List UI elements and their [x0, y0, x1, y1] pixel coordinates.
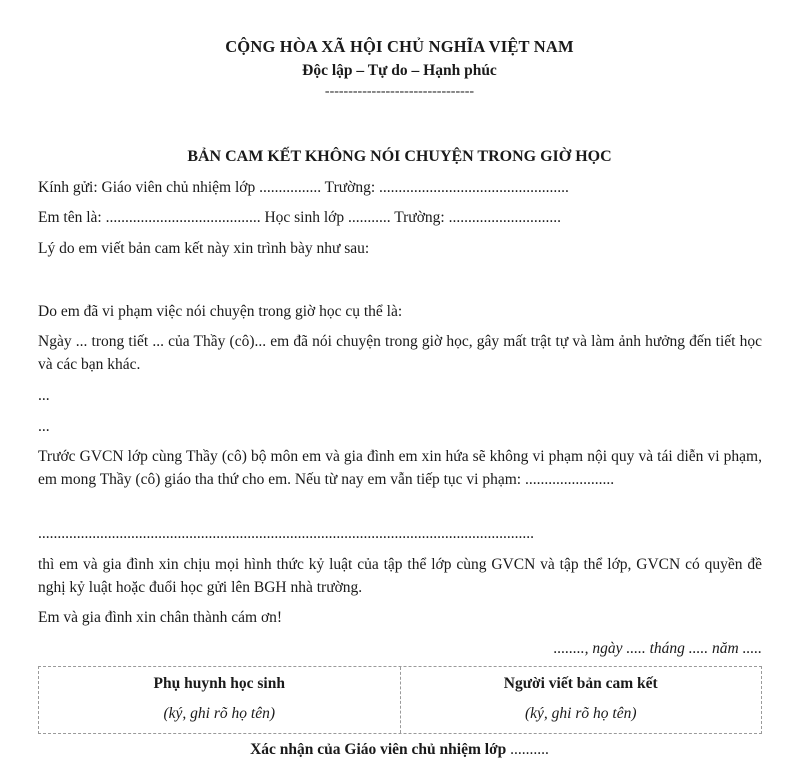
- student-info-line: Em tên là: ........................................ Học sinh lớp ........... Trường: .............................: [38, 209, 561, 226]
- addressee-line: Kính gửi: Giáo viên chủ nhiệm lớp ................ Trường: .................................................: [38, 179, 569, 196]
- teacher-confirmation-blank: ..........: [506, 741, 549, 758]
- teacher-confirmation-label: Xác nhận của Giáo viên chủ nhiệm lớp: [250, 741, 507, 758]
- writer-signature: [400, 667, 762, 733]
- parent-signature-title: Phụ huynh học sinh: [153, 675, 285, 692]
- dotted-blank-line: ................................................................................................................................: [38, 525, 534, 542]
- violation-intro-line: Do em đã vi phạm việc nói chuyện trong giờ học cụ thể là:: [38, 303, 403, 320]
- document-title: BẢN CAM KẾT KHÔNG NÓI CHUYỆN TRONG GIỜ HỌC: [187, 148, 612, 165]
- thanks-line: Em và gia đình xin chân thành cám ơn!: [38, 609, 283, 626]
- header-separator: --------------------------------: [324, 84, 475, 99]
- national-motto: Độc lập – Tự do – Hạnh phúc: [302, 62, 497, 79]
- parent-signature: [39, 667, 400, 733]
- discipline-paragraph: thì em và gia đình xin chịu mọi hình thức kỷ luật của tập thể lớp cùng GVCN và tập thể lớp, GVCN có quyền đề nghị kỷ luật hoặc đuổi học gửi lên BGH nhà trường.: [38, 556, 762, 596]
- promise-paragraph: Trước GVCN lớp cùng Thầy (cô) bộ môn em và gia đình em xin hứa sẽ không vi phạm nội quy và tái diễn vi phạm, em mong Thầy (cô) giáo tha thứ cho em. Nếu từ nay em vẫn tiếp tục vi phạm: .......................: [38, 448, 762, 488]
- national-title: CỘNG HÒA XÃ HỘI CHỦ NGHĨA VIỆT NAM: [225, 37, 574, 56]
- violation-detail-paragraph: Ngày ... trong tiết ... của Thầy (cô)... em đã nói chuyện trong giờ học, gây mất trật tự và làm ảnh hưởng đến tiết học và các bạn khác.: [38, 333, 762, 373]
- writer-signature-note: (ký, ghi rõ họ tên): [525, 705, 637, 722]
- ellipsis-line-2: ...: [38, 418, 50, 435]
- reason-intro-line: Lý do em viết bản cam kết này xin trình bày như sau:: [38, 240, 370, 257]
- ellipsis-line-1: ...: [38, 387, 50, 404]
- signature-box: [38, 666, 762, 734]
- teacher-confirmation: [0, 741, 799, 759]
- parent-signature-note: (ký, ghi rõ họ tên): [163, 705, 275, 722]
- writer-signature-title: Người viết bản cam kết: [503, 675, 658, 692]
- date-line: ........, ngày ..... tháng ..... năm .....: [553, 640, 762, 657]
